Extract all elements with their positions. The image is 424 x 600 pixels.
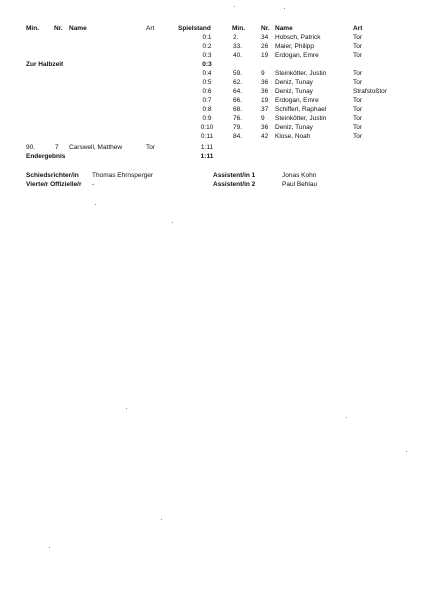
row-score: 0:8 bbox=[202, 106, 212, 113]
row-nr: 26 bbox=[261, 43, 269, 50]
header-name-right: Name bbox=[275, 25, 293, 32]
row-min: 40. bbox=[233, 52, 243, 59]
referee-name: Thomas Ehrnsperger bbox=[92, 172, 154, 179]
header-art-left: Art bbox=[146, 25, 155, 32]
row-min: 59. bbox=[233, 70, 243, 77]
row-min: 2. bbox=[233, 34, 239, 41]
row-score: 0:2 bbox=[202, 43, 212, 50]
row-name: Erdogan, Emre bbox=[275, 52, 319, 59]
header-art-right: Art bbox=[353, 25, 363, 32]
row-name: Maier, Philipp bbox=[275, 43, 315, 50]
row-nr: 34 bbox=[261, 34, 269, 41]
left-goal-nr: 7 bbox=[55, 144, 59, 151]
scan-speck bbox=[126, 408, 127, 409]
row-min: 76. bbox=[233, 115, 243, 122]
assistant2-name: Paul Behlau bbox=[282, 181, 318, 188]
scan-speck bbox=[406, 451, 407, 452]
row-score: 0:10 bbox=[200, 124, 214, 131]
header-spielstand: Spielstand bbox=[178, 25, 211, 32]
row-art: Tor bbox=[353, 43, 363, 50]
row-score: 0:9 bbox=[202, 115, 212, 122]
final-label: Endergebnis bbox=[26, 153, 66, 160]
row-min: 33. bbox=[233, 43, 243, 50]
row-art: Strafstoßtor bbox=[353, 88, 387, 95]
row-art: Tor bbox=[353, 106, 363, 113]
header-nr-right: Nr. bbox=[261, 25, 270, 32]
left-goal-art: Tor bbox=[146, 144, 156, 151]
row-nr: 19 bbox=[261, 52, 269, 59]
left-goal-min: 90. bbox=[26, 144, 36, 151]
row-art: Tor bbox=[353, 133, 363, 140]
row-art: Tor bbox=[353, 97, 363, 104]
left-goal-score: 1:11 bbox=[200, 144, 214, 151]
row-name: Deniz, Tunay bbox=[275, 124, 313, 131]
row-min: 64. bbox=[233, 88, 243, 95]
row-nr: 36 bbox=[261, 79, 269, 86]
fourth-official-label: Vierte/r Offizielle/r bbox=[26, 181, 82, 188]
header-name-left: Name bbox=[69, 25, 87, 32]
row-score: 0:5 bbox=[202, 79, 212, 86]
row-name: Steinkötter, Justin bbox=[275, 70, 327, 77]
row-min: 79. bbox=[233, 124, 243, 131]
row-art: Tor bbox=[353, 124, 363, 131]
row-art: Tor bbox=[353, 52, 363, 59]
left-goal-name: Carswell, Matthew bbox=[69, 144, 123, 151]
row-nr: 9 bbox=[261, 70, 265, 77]
row-art: Tor bbox=[353, 34, 363, 41]
final-score: 1:11 bbox=[200, 153, 214, 160]
header-min-left: Min. bbox=[26, 25, 39, 32]
row-name: Klose, Noah bbox=[275, 133, 311, 140]
scan-speck bbox=[95, 204, 96, 205]
scan-speck bbox=[161, 519, 162, 520]
row-score: 0:4 bbox=[202, 70, 212, 77]
row-art: Tor bbox=[353, 79, 363, 86]
row-name: Erdogan, Emre bbox=[275, 97, 319, 104]
row-name: Steinkötter, Justin bbox=[275, 115, 327, 122]
scan-speck bbox=[234, 6, 235, 7]
referee-label: Schiedsrichter/in bbox=[26, 172, 79, 179]
halftime-score: 0:3 bbox=[202, 61, 212, 68]
row-min: 84. bbox=[233, 133, 243, 140]
scan-speck bbox=[346, 417, 347, 418]
row-name: Schifferl, Raphael bbox=[275, 106, 327, 113]
assistant2-label: Assistent/in 2 bbox=[213, 181, 256, 188]
row-art: Tor bbox=[353, 70, 363, 77]
row-score: 0:11 bbox=[200, 133, 214, 140]
assistant1-name: Jonas Kohn bbox=[282, 172, 317, 179]
row-score: 0:7 bbox=[202, 97, 212, 104]
row-nr: 36 bbox=[261, 124, 269, 131]
scan-speck bbox=[172, 222, 173, 223]
row-art: Tor bbox=[353, 115, 363, 122]
row-min: 66. bbox=[233, 97, 243, 104]
row-min: 68. bbox=[233, 106, 243, 113]
header-nr-left: Nr. bbox=[54, 25, 63, 32]
row-nr: 19 bbox=[261, 97, 269, 104]
row-score: 0:3 bbox=[202, 52, 212, 59]
row-nr: 9 bbox=[261, 115, 265, 122]
fourth-official-name: - bbox=[92, 181, 95, 188]
header-min-right: Min. bbox=[232, 25, 245, 32]
scan-speck bbox=[49, 547, 50, 548]
row-min: 62. bbox=[233, 79, 243, 86]
assistant1-label: Assistent/in 1 bbox=[213, 172, 256, 179]
row-nr: 36 bbox=[261, 88, 269, 95]
halftime-label: Zur Halbzeit bbox=[26, 61, 64, 68]
scan-speck bbox=[284, 8, 285, 9]
row-score: 0:6 bbox=[202, 88, 212, 95]
row-name: Deniz, Tunay bbox=[275, 79, 313, 86]
row-nr: 42 bbox=[261, 133, 269, 140]
row-score: 0:1 bbox=[202, 34, 212, 41]
row-nr: 37 bbox=[261, 106, 269, 113]
row-name: Hobsch, Patrick bbox=[275, 34, 321, 41]
row-name: Deniz, Tunay bbox=[275, 88, 313, 95]
